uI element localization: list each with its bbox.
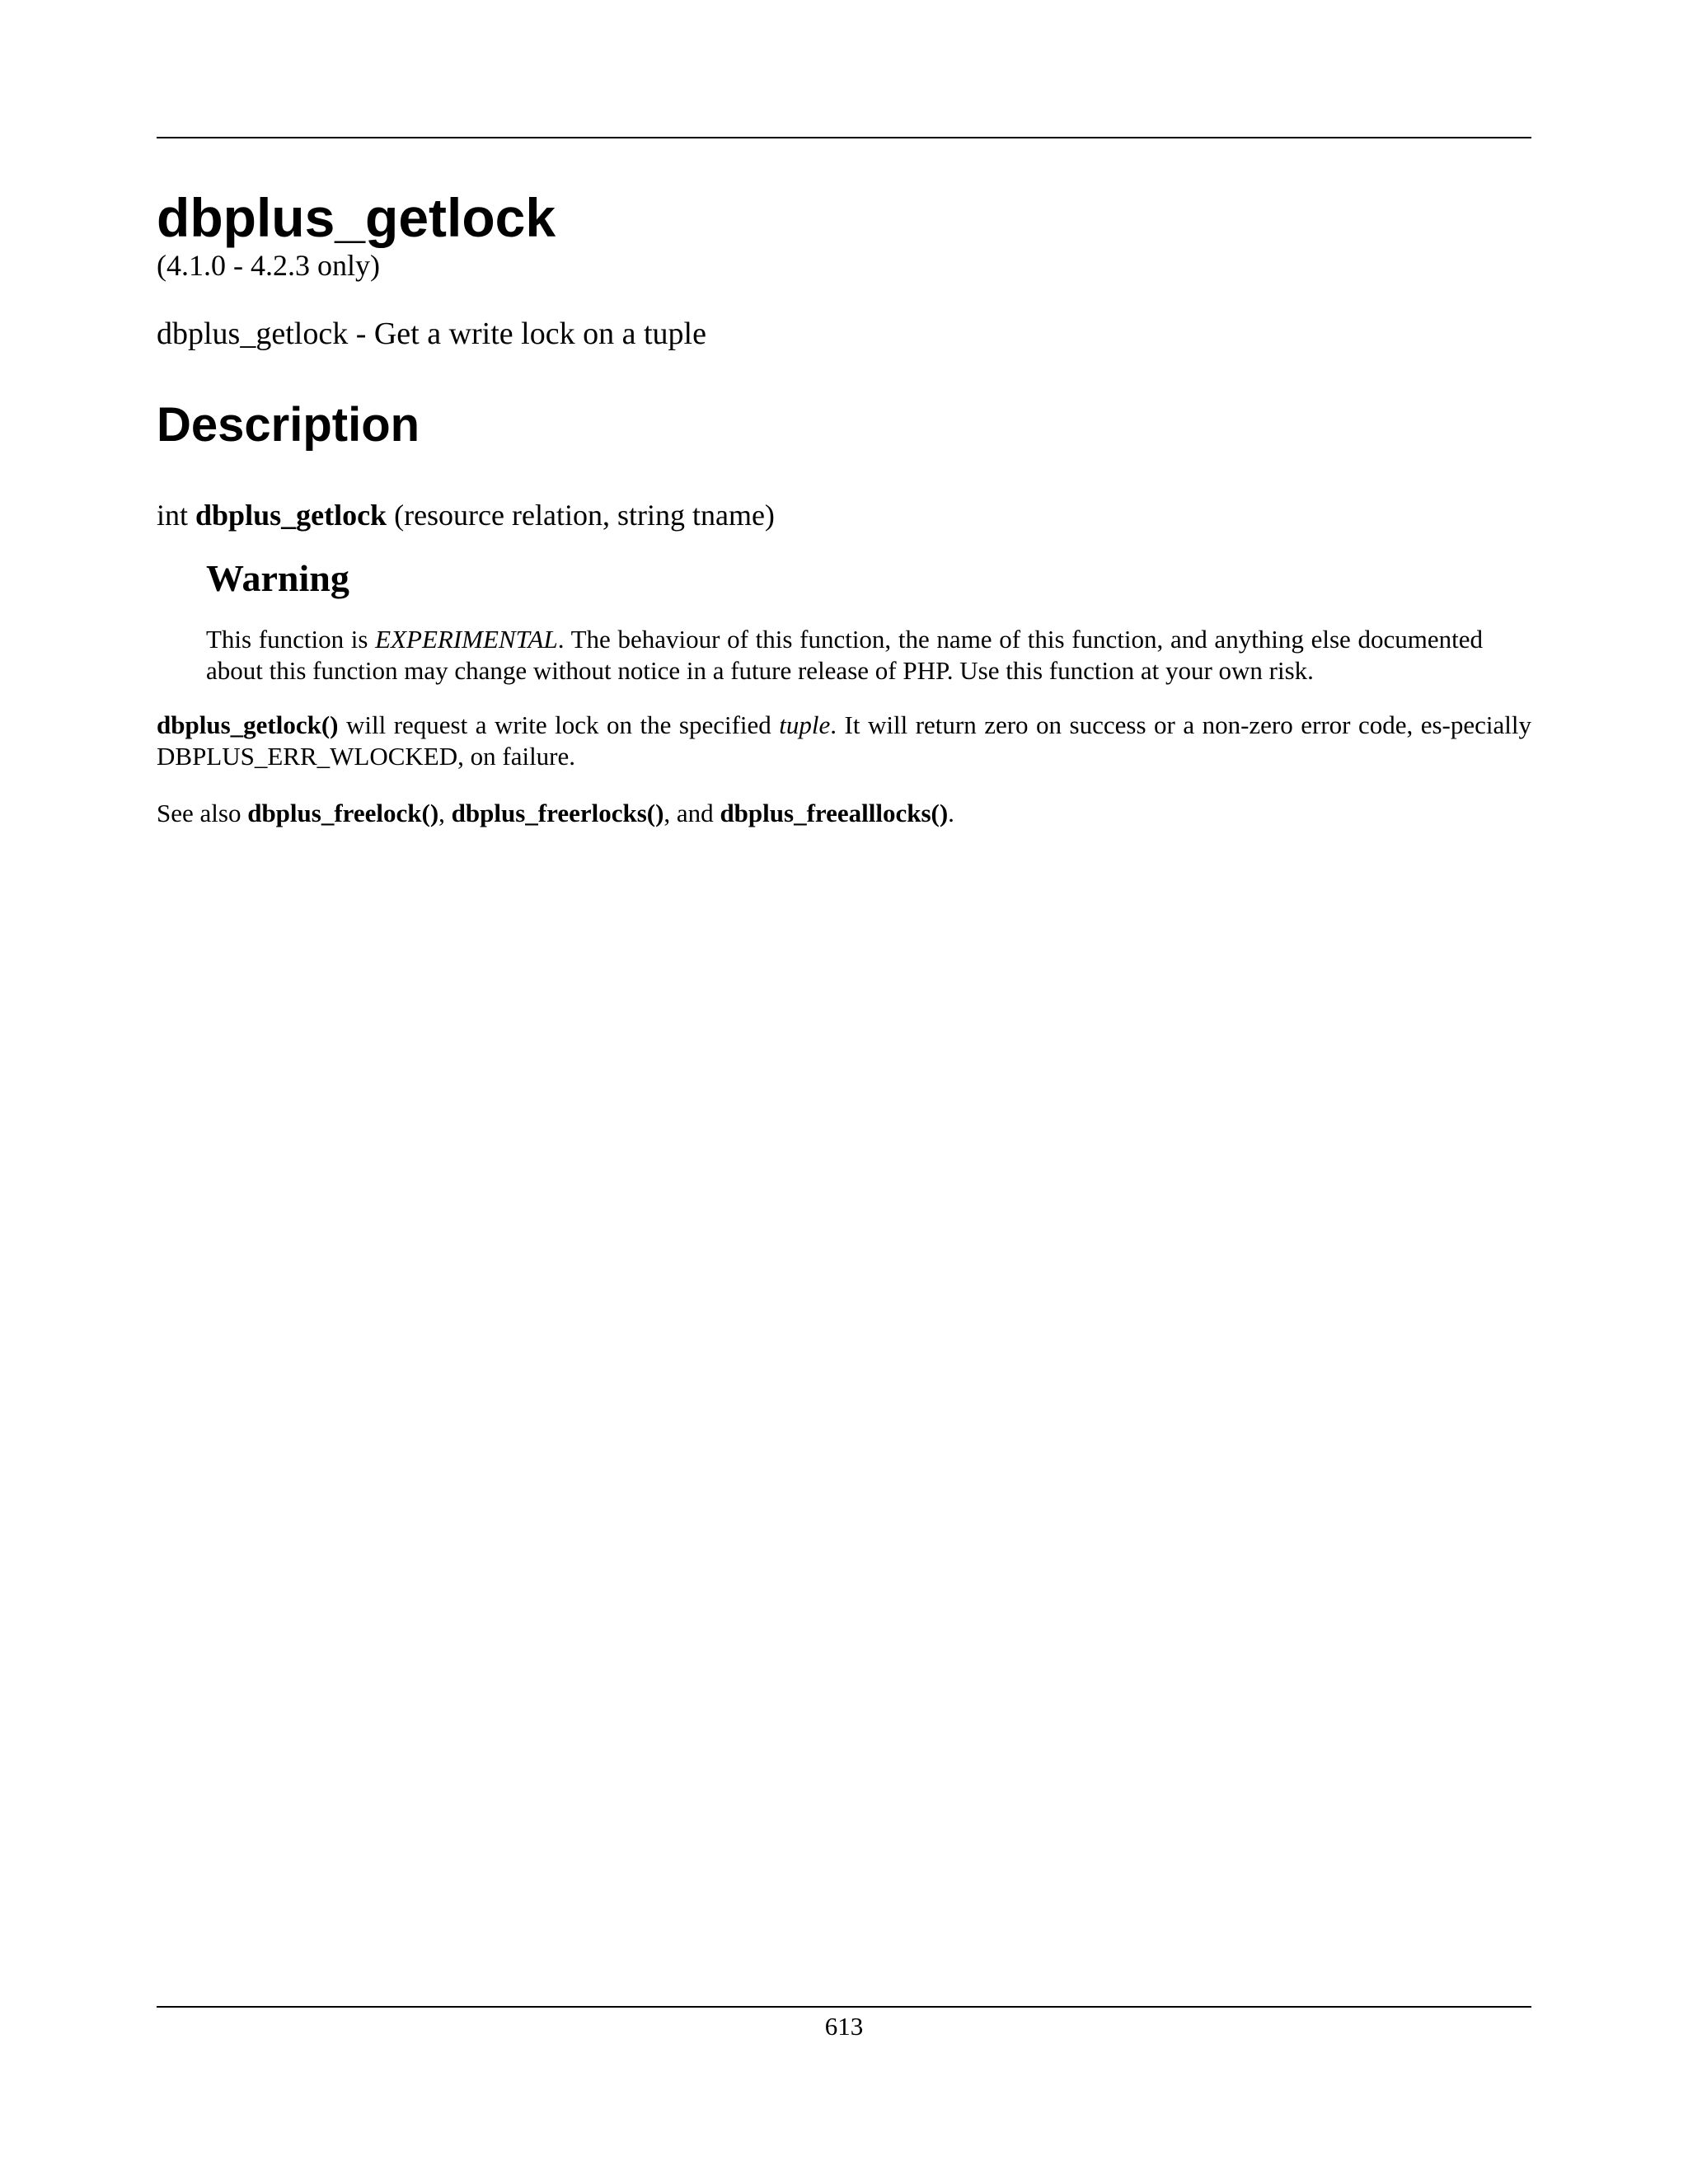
header-rule: [157, 137, 1531, 138]
function-synopsis: [157, 497, 1531, 534]
see-also-link-freerlocks[interactable]: dbplus_freerlocks(): [451, 799, 664, 828]
warning-text-start: This function is: [206, 625, 376, 654]
version-info: (4.1.0 - 4.2.3 only): [157, 248, 380, 282]
description-paragraph: [157, 710, 1531, 772]
paragraph-text-start: will request a write lock on the specified: [338, 710, 780, 739]
page-content: [157, 188, 1531, 855]
function-reference: dbplus_getlock(): [157, 710, 339, 739]
description-heading: Description: [157, 398, 420, 452]
paragraph-text-end: . It will return zero on success or a non-zero error code, es-pecially DBPLUS_ERR_WLOCKED, on failure.: [157, 710, 1532, 771]
warning-box: [206, 555, 1483, 687]
warning-title: Warning: [206, 556, 349, 599]
see-also-prefix: See also: [157, 799, 248, 828]
return-type: int: [157, 498, 189, 532]
refpurpose: dbplus_getlock - Get a write lock on a tuple: [157, 316, 706, 351]
warning-emphasis: EXPERIMENTAL: [375, 625, 558, 654]
see-also-separator: ,: [438, 799, 452, 828]
page-number: 613: [824, 2012, 864, 2041]
see-also-paragraph: [157, 798, 1531, 829]
function-name: dbplus_getlock: [195, 498, 387, 532]
footer-rule: [157, 2006, 1531, 2008]
see-also-link-freelock[interactable]: dbplus_freelock(): [247, 799, 439, 828]
page-title: dbplus_getlock: [157, 187, 556, 248]
warning-text: [206, 624, 1483, 687]
tuple-emphasis: tuple: [779, 710, 831, 739]
see-also-link-freealllocks[interactable]: dbplus_freealllocks(): [720, 799, 949, 828]
see-also-separator: , and: [663, 799, 720, 828]
function-params: (resource relation, string tname): [394, 498, 775, 532]
warning-text-end: . The behaviour of this function, the name of this function, and anything else documented about this function may change without notice in a future release of PHP. Use this function at your own risk.: [206, 625, 1483, 685]
see-also-suffix: .: [948, 799, 954, 828]
